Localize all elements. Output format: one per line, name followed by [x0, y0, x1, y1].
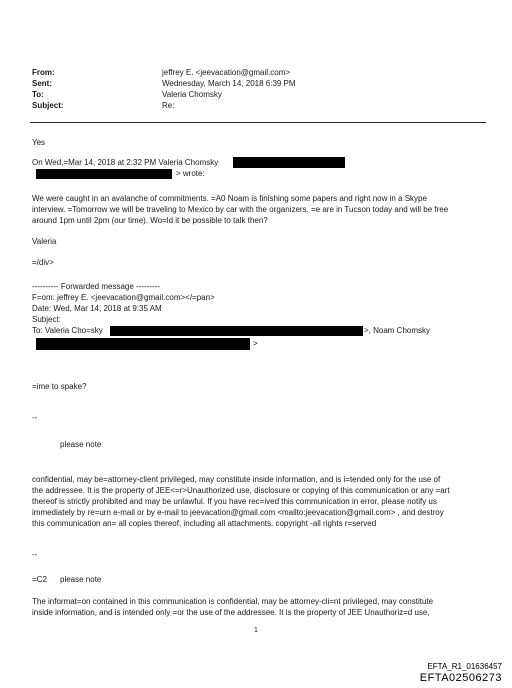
quote-intro-line2: > wrote: — [176, 169, 205, 178]
info-line: The informat=on contained in this communication is confidential, may be attorney-cli=nt privileged, may constitute — [32, 597, 434, 606]
signature: Valeria — [32, 237, 57, 246]
sent-value: Wednesday, March 14, 2018 6:39 PM — [162, 79, 296, 88]
forwarded-to: To: Valeria Cho=sky — [32, 326, 103, 335]
body-paragraph-line: around 1pm until 2pm (our time). Wo=ld it be possible to talk then? — [32, 216, 268, 225]
to-value: Valeria Chomsky — [162, 90, 222, 99]
confidential-line: this communication an= all copies thereof, including all attachments. copyright -all rights r=served — [32, 519, 377, 528]
div-close-text: =/div> — [32, 258, 54, 267]
c2-marker: =C2 — [32, 575, 47, 584]
subject-label: Subject: — [32, 101, 64, 110]
confidential-line: thereof is strictly prohibited and may be unlawful. If you have rec=ived this communication in error, please notify us — [32, 497, 437, 506]
redaction-box — [233, 157, 345, 168]
forwarded-subject: Subject: — [32, 315, 61, 324]
redaction-box — [110, 326, 363, 336]
confidential-line: immediately by re=urn e-mail or by e-mail to jeevacation@gmail.com <mailto:jeevacation@gmail.com> , and destroy — [32, 508, 444, 517]
separator-dashes: -- — [32, 550, 38, 559]
forwarded-to-line2-tail: > — [253, 339, 258, 348]
header-divider — [30, 122, 486, 123]
confidential-line: confidential, may be=attorney-client privileged, may constitute inside information, and is i=tended only for the use of — [32, 475, 441, 484]
bates-number-2: EFTA02506273 — [419, 672, 502, 684]
confidential-line: the addressee. It is the property of JEE<=r>Unauthorized use, disclosure or copying of this communication or any =art — [32, 486, 450, 495]
forwarded-header: ---------- Forwarded message --------- — [32, 282, 160, 291]
quote-intro-line1: On Wed,=Mar 14, 2018 at 2:32 PM Valeria Chomsky — [32, 158, 219, 167]
question-text: =ime to spake? — [32, 382, 87, 391]
forwarded-date: Date: Wed, Mar 14, 2018 at 9:35 AM — [32, 304, 162, 313]
subject-value: Re: — [162, 101, 175, 110]
redaction-box — [36, 169, 172, 179]
from-label: From: — [32, 68, 55, 77]
from-value: jeffrey E. <jeevacation@gmail.com> — [162, 68, 291, 77]
reply-text: Yes — [32, 138, 46, 147]
sent-label: Sent: — [32, 79, 52, 88]
bates-number-1: EFTA_R1_01636457 — [427, 662, 502, 671]
separator-dashes: -- — [32, 413, 38, 422]
page-number: 1 — [254, 627, 258, 634]
redaction-box — [36, 338, 250, 350]
please-note-2: please note — [60, 575, 102, 584]
body-paragraph-line: interview. =Tomorrow we will be traveling to Mexico by car with the organizers. =e are in Tucson today and will be free — [32, 205, 449, 214]
to-label: To: — [32, 90, 44, 99]
body-paragraph-line: We were caught in an avalanche of commitments. =A0 Noam is finishing some papers and right now in a Skype — [32, 194, 427, 203]
forwarded-to-tail: >, Noam Chomsky — [364, 326, 431, 335]
forwarded-from: F=om: jeffrey E. <jeevacation@gmail.com></=pan> — [32, 293, 215, 302]
please-note-1: please note — [60, 440, 102, 449]
info-line: inside information, and is intended only =or the use of the addressee. It is the property of JEE Unauthoriz=d use, — [32, 608, 430, 617]
